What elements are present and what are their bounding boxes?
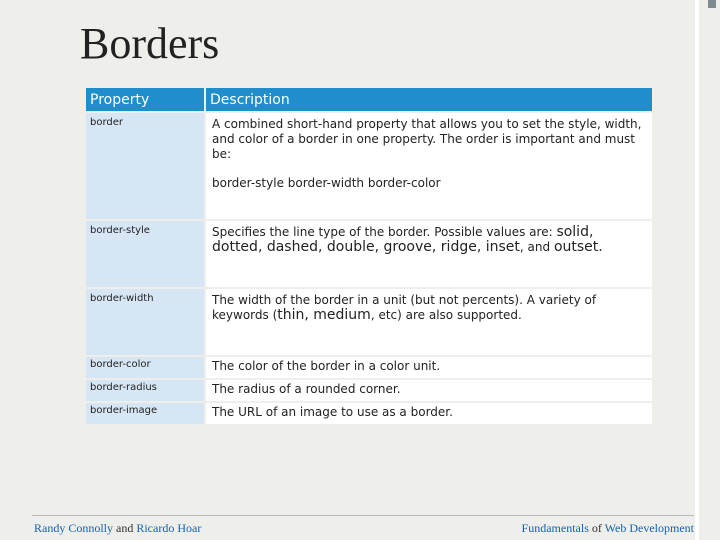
table-row: [86, 113, 652, 219]
book-link-web-development[interactable]: Web Development: [604, 521, 694, 535]
corner-accent-square: [708, 0, 716, 8]
table-row: [86, 221, 652, 287]
separator: ,: [588, 224, 594, 240]
description-cell: The color of the border in a color unit.: [206, 357, 652, 378]
header-property: Property: [86, 88, 204, 111]
table-row: [86, 289, 652, 355]
author-link-hoar[interactable]: Ricardo Hoar: [136, 521, 202, 535]
description-text: , etc) are also supported.: [370, 308, 522, 322]
table-row: [86, 403, 652, 424]
description-text: A combined short-hand property that allows you to set the style, width, and color of a border in one property. The order is important and must be:: [212, 117, 642, 161]
footer-divider: [32, 515, 694, 516]
value-inset: inset: [485, 239, 520, 255]
description-cell: [206, 113, 652, 219]
book-link-fundamentals[interactable]: Fundamentals: [521, 521, 589, 535]
description-cell: [206, 289, 652, 355]
value-thin: thin: [277, 307, 305, 323]
value-dashed: dashed: [266, 239, 318, 255]
footer-book-title: [522, 521, 694, 536]
property-cell: border-color: [86, 357, 204, 378]
separator: ,: [304, 307, 314, 323]
author-link-connolly[interactable]: Randy Connolly: [34, 521, 114, 535]
value-double: double: [326, 239, 375, 255]
value-outset: outset: [553, 239, 599, 255]
description-cell: [206, 221, 652, 287]
properties-table: [84, 86, 654, 426]
property-cell: border-width: [86, 289, 204, 355]
value-dotted: dotted: [212, 239, 258, 255]
table-row: [86, 380, 652, 401]
footer-and: and: [113, 521, 137, 535]
description-text: The width of the border in a unit (but not percents). A variety of keywords (: [212, 293, 597, 322]
description-cell: The radius of a rounded corner.: [206, 380, 652, 401]
slide-title: Borders: [80, 19, 220, 68]
header-description: Description: [206, 88, 652, 111]
description-text: Specifies the line type of the border. Possible values are:: [212, 225, 557, 239]
property-cell: border: [86, 113, 204, 219]
footer-of: of: [588, 521, 605, 535]
separator: .: [598, 239, 603, 255]
property-cell: border-style: [86, 221, 204, 287]
separator: ,: [317, 239, 327, 255]
table-row: [86, 357, 652, 378]
separator-and: , and: [519, 240, 554, 254]
property-cell: border-image: [86, 403, 204, 424]
value-ridge: ridge: [440, 239, 477, 255]
property-cell: border-radius: [86, 380, 204, 401]
separator: ,: [476, 239, 486, 255]
separator: ,: [257, 239, 267, 255]
footer-authors: [34, 521, 201, 536]
value-solid: solid: [556, 224, 589, 240]
separator: ,: [374, 239, 384, 255]
separator: ,: [431, 239, 441, 255]
value-medium: medium: [313, 307, 371, 323]
right-accent-bar: [695, 0, 699, 540]
description-order-text: border-style border-width border-color: [212, 176, 441, 190]
value-groove: groove: [383, 239, 432, 255]
table-header-row: [86, 88, 652, 111]
description-cell: The URL of an image to use as a border.: [206, 403, 652, 424]
